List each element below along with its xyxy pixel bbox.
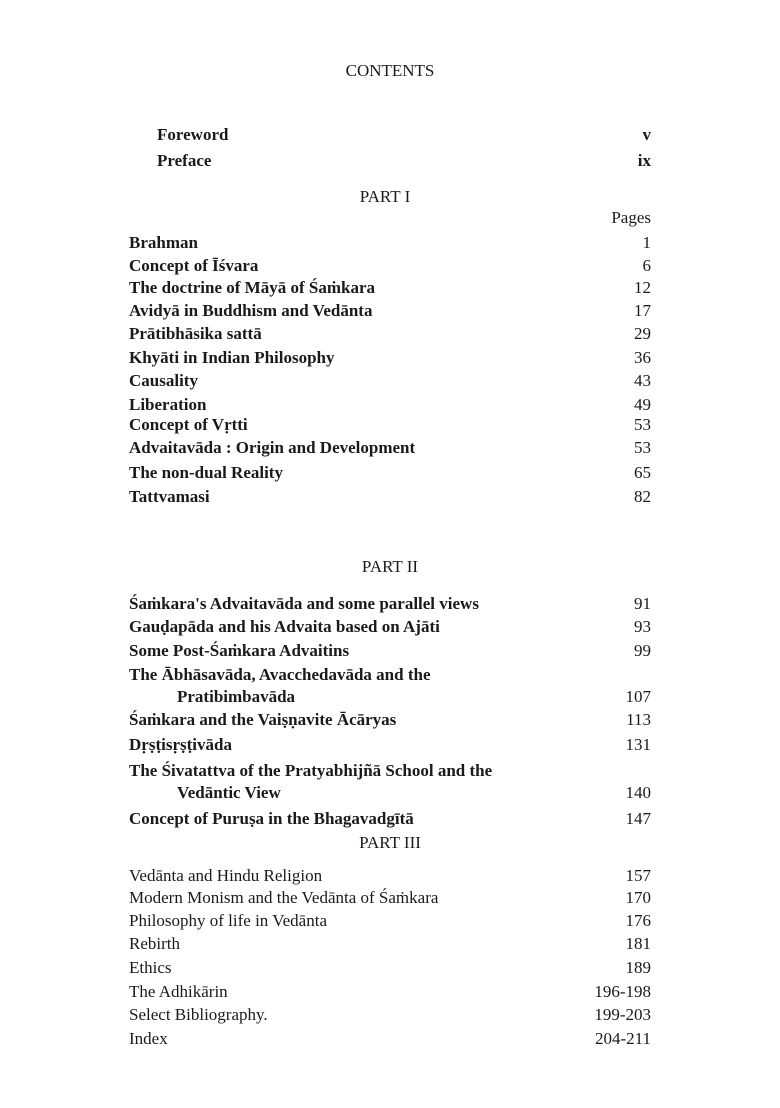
toc-entry-title: Foreword [157,125,229,144]
toc-entry-title: Index [129,1029,168,1048]
toc-entry-title: Vedānta and Hindu Religion [129,866,323,885]
toc-entry-page: 147 [625,809,651,828]
toc-entry-title: Liberation [129,395,207,414]
toc-entry-page: 189 [625,958,651,977]
toc-entry-page: 12 [634,278,651,297]
toc-entry-page: 1 [642,233,651,252]
part-heading: PART II [361,557,419,576]
toc-entry-page: 107 [625,687,651,706]
toc-entry-page: 65 [634,463,651,482]
toc-entry-page: 29 [634,324,651,343]
toc-entry-title: The non-dual Reality [129,463,283,482]
toc-entry-title: Modern Monism and the Vedānta of Śaṁkara [129,888,439,907]
toc-entry-title-continued: Vedāntic View [177,783,281,802]
toc-entry-title: The Śivatattva of the Pratyabhijñā School and the [129,761,493,780]
toc-entry-page: ix [637,151,651,170]
toc-entry-title: Khyāti in Indian Philosophy [129,348,335,367]
toc-entry-page: 6 [642,256,651,275]
toc-entry-page: 113 [626,710,651,729]
toc-entry-page: 49 [634,395,651,414]
toc-entry-page: 170 [625,888,651,907]
toc-entry-title: Avidyā in Buddhism and Vedānta [129,301,373,320]
toc-entry-title: Śaṁkara's Advaitavāda and some parallel views [129,594,479,613]
toc-entry-title: Advaitavāda : Origin and Development [129,438,416,457]
toc-entry-title: Concept of Īśvara [129,256,259,275]
toc-entry-page: 91 [634,594,651,613]
toc-entry-title: Tattvamasi [129,487,210,506]
part-heading: PART I [359,187,411,206]
toc-entry-page: 196-198 [594,982,651,1001]
toc-entry-page: 43 [634,371,651,390]
page-title: CONTENTS [345,61,435,80]
toc-entry-page: 93 [634,617,651,636]
toc-entry-page: 181 [625,934,651,953]
toc-entry-title: The doctrine of Māyā of Śaṁkara [129,278,376,297]
toc-entry-title: The Adhikārin [129,982,228,1001]
toc-entry-title: Ethics [129,958,172,977]
toc-entry-title: Some Post-Śaṁkara Advaitins [129,641,350,660]
toc-entry-title: Causality [129,371,198,390]
toc-entry-page: 36 [634,348,651,367]
toc-entry-page: v [642,125,651,144]
toc-entry-title: Select Bibliography. [129,1005,268,1024]
toc-entry-page: 157 [625,866,651,885]
pages-column-label: Pages [611,208,651,227]
toc-entry-page: 204-211 [594,1029,651,1048]
toc-entry-page: 140 [625,783,651,802]
toc-entry-title: Concept of Vṛtti [129,415,248,434]
toc-entry-page: 82 [634,487,651,506]
part-heading: PART III [359,833,421,852]
toc-entry-title: Prātibhāsika sattā [129,324,262,343]
toc-entry-title: Dṛṣṭisṛṣṭivāda [129,735,232,754]
toc-entry-page: 17 [634,301,651,320]
toc-entry-page: 53 [634,438,651,457]
toc-entry-title-continued: Pratibimbavāda [177,687,296,706]
toc-entry-page: 53 [634,415,651,434]
toc-entry-page: 131 [625,735,651,754]
toc-entry-page: 199-203 [594,1005,651,1024]
toc-entry-title: Brahman [129,233,198,252]
toc-entry-title: Preface [157,151,212,170]
toc-entry-title: The Ābhāsavāda, Avacchedavāda and the [129,665,431,684]
toc-entry-page: 99 [634,641,651,660]
toc-entry-title: Rebirth [129,934,180,953]
toc-entry-page: 176 [625,911,651,930]
toc-entry-title: Philosophy of life in Vedānta [129,911,327,930]
toc-entry-title: Gauḍapāda and his Advaita based on Ajāti [129,617,440,636]
toc-entry-title: Śaṁkara and the Vaiṣṇavite Ācāryas [129,710,397,729]
toc-entry-title: Concept of Puruṣa in the Bhagavadgītā [129,809,414,828]
